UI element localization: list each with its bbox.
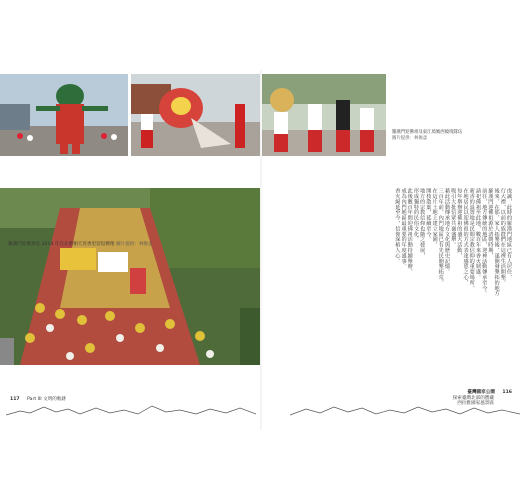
photo-drum-procession <box>262 74 386 156</box>
right-page-number: 116 <box>502 390 512 395</box>
para-2: 行大禮，以前的族群們在這裡生活開墾， <box>499 188 506 286</box>
para-10: 吸引大批信眾共襄盛舉。 <box>450 188 457 248</box>
para-4: 羅漢門迎佛祖源於清朝時期， <box>487 188 494 259</box>
right-chapter-subtitle-1: 探索臺灣北部的寶藏 <box>452 395 494 401</box>
para-14: 開枝散葉，延續至今。 <box>425 188 432 242</box>
left-mountain-line <box>6 404 256 416</box>
procession-caption <box>8 242 258 248</box>
right-chapter-subtitle-2: 西拉雅國家風景區 <box>457 401 494 406</box>
right-chapter-title: 臺灣國家公園 <box>467 390 495 395</box>
left-page-number: 117 <box>10 397 20 402</box>
procession-caption-text: 羅漢門迎佛祖於 2014 年自北港朝天宮香里迎返佛像 <box>8 242 115 247</box>
drum-photo-credit: 圖片提供：林俊彥 <box>392 136 428 141</box>
para-6: 請祀佛祖至此地，數百年來香火鼎盛。 <box>474 188 481 280</box>
left-section-title: Part III 文明的軌跡 <box>27 397 67 402</box>
body-text-block <box>268 188 512 366</box>
drum-caption-text: 羅漢門迎佛祖及東江境媽西繞境隊伍 <box>392 130 463 135</box>
drum-caption <box>392 130 502 142</box>
para-16: 形成獨特的民俗文化。 <box>412 188 419 242</box>
para-15: 地方的宗教信仰也隨之發展， <box>419 188 426 259</box>
left-page <box>0 70 262 430</box>
photo-deity-figure <box>0 74 128 156</box>
para-18: 成為內門地區最重要的年度盛事。 <box>400 188 407 269</box>
para-5: 前往，地方傳統的地區，迎神活動傳承至今。 <box>481 188 488 296</box>
para-13: 在這片土地上建立家園， <box>431 188 438 248</box>
para-7: 新香的設置地是民間宗教信仰的重要場所， <box>468 188 475 291</box>
para-17: 此後數百年間迎佛祖活動持續舉辦， <box>406 188 413 275</box>
para-9: 每年舉辦迎佛祖的盛大活動， <box>456 188 463 259</box>
right-page <box>262 70 520 430</box>
para-1: 虔誠，此時的羅漢門地區已有人居住， <box>506 188 512 280</box>
para-12: 三百年前，內門地區已有先民開墾拓荒， <box>437 188 444 286</box>
para-8: 在地居民以迎佛祖的方式表達感恩之心， <box>462 188 469 286</box>
para-11: 藉此活動傳承地方文化與歷史記憶。 <box>443 188 450 275</box>
left-folio <box>10 396 66 402</box>
para-3: 後來，在那，家人拓墾後，遂開發墾拓的地方 <box>493 188 500 296</box>
photo-lion-dance <box>131 74 260 156</box>
para-19: 香火綿延至今，信仰深植人心。 <box>394 188 401 264</box>
right-folio <box>420 390 512 407</box>
procession-photo-credit: 圖片提供：林俊彥 <box>115 242 153 247</box>
page-gutter <box>260 70 263 430</box>
photo-procession-crowd <box>0 188 260 365</box>
